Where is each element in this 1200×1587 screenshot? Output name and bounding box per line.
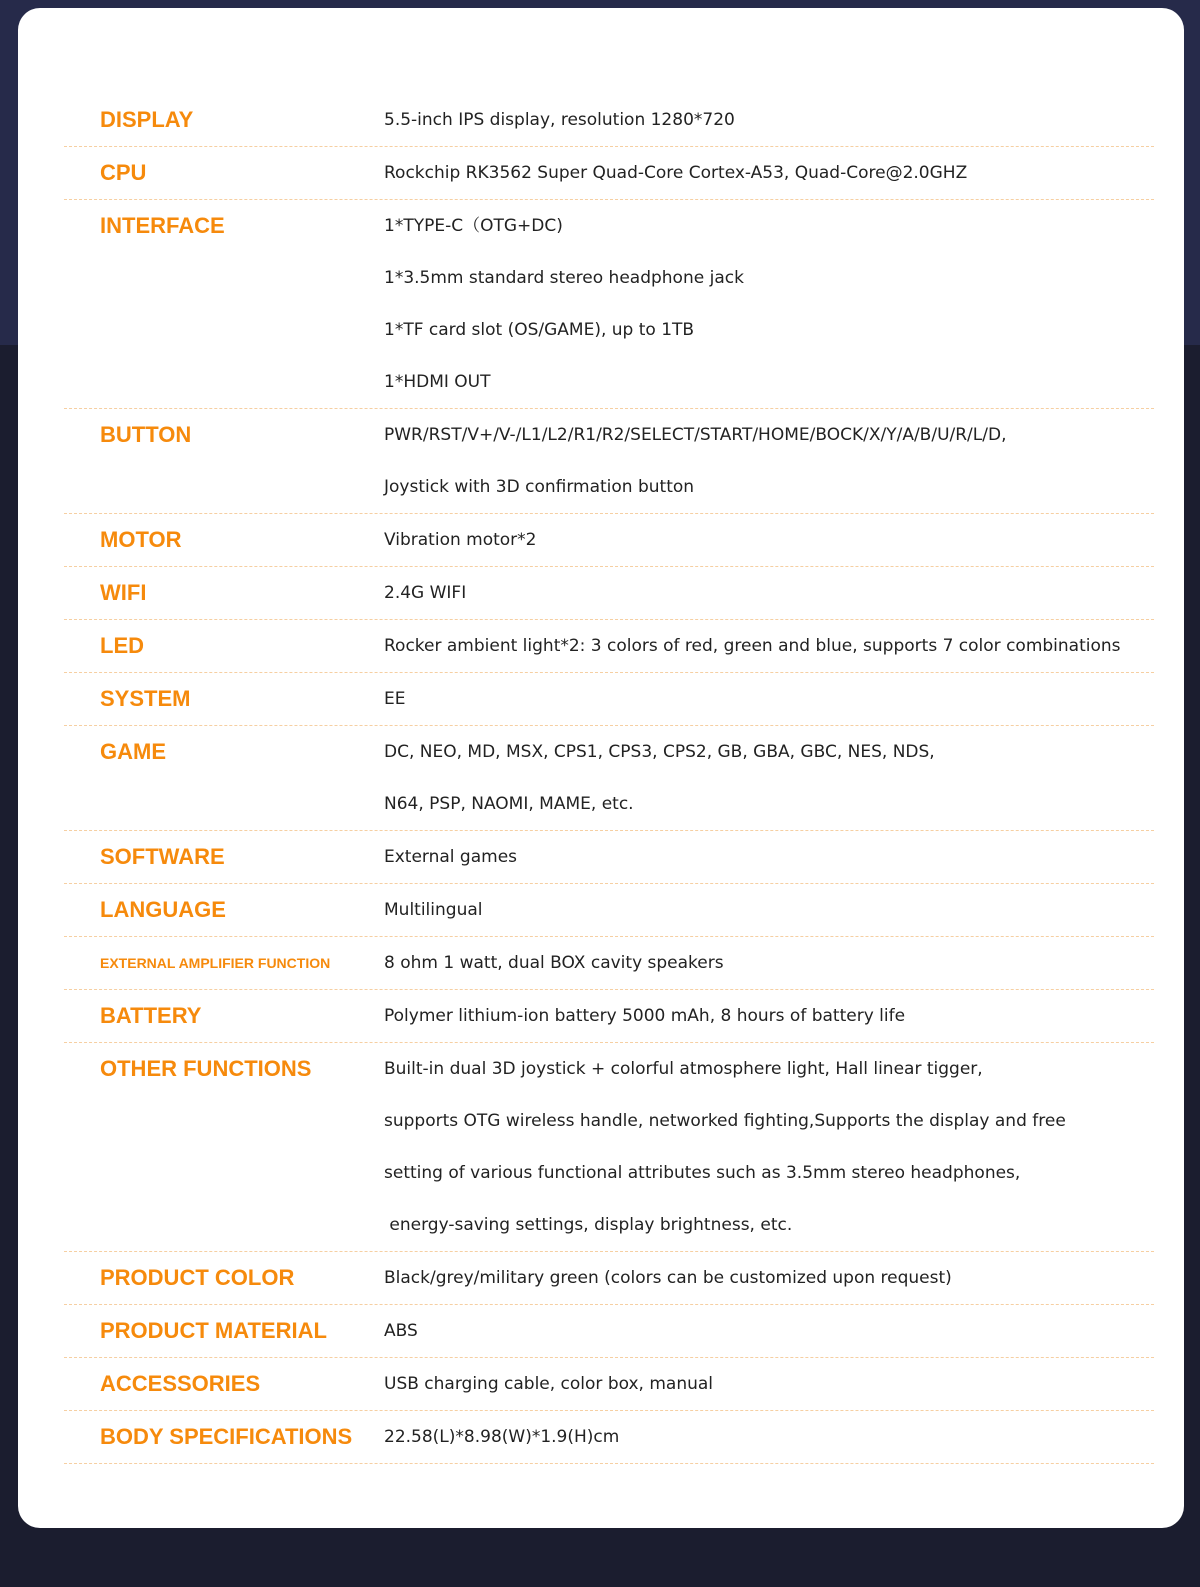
- spec-label: EXTERNAL AMPLIFIER FUNCTION: [100, 955, 331, 971]
- spec-row: [64, 147, 1154, 200]
- spec-value-line: Rockchip RK3562 Super Quad-Core Cortex-A53, Quad-Core@2.0GHZ: [384, 163, 968, 183]
- spec-value-line: Multilingual: [384, 900, 483, 920]
- spec-value-line: Built-in dual 3D joystick + colorful atmosphere light, Hall linear tigger,: [384, 1059, 983, 1079]
- spec-table: [64, 94, 1154, 1464]
- spec-label: BATTERY: [100, 1003, 202, 1028]
- spec-value-line: Black/grey/military green (colors can be customized upon request): [384, 1268, 952, 1288]
- spec-values: [382, 94, 1154, 146]
- spec-row: [64, 884, 1154, 937]
- spec-values: [382, 831, 1154, 883]
- spec-row: [64, 1043, 1154, 1252]
- spec-values: [382, 990, 1154, 1042]
- spec-row: [64, 620, 1154, 673]
- spec-value-line: EE: [384, 689, 406, 709]
- spec-label: GAME: [100, 739, 166, 764]
- spec-value-line: ABS: [384, 1321, 418, 1341]
- spec-value-line: 22.58(L)*8.98(W)*1.9(H)cm: [384, 1427, 620, 1447]
- spec-row: [64, 200, 1154, 409]
- spec-row: [64, 937, 1154, 990]
- spec-row: [64, 726, 1154, 831]
- spec-row: [64, 673, 1154, 726]
- spec-value-line: PWR/RST/V+/V-/L1/L2/R1/R2/SELECT/START/HOME/BOCK/X/Y/A/B/U/R/L/D,: [384, 425, 1007, 445]
- spec-values: [382, 1358, 1154, 1410]
- spec-label: BODY SPECIFICATIONS: [100, 1424, 353, 1449]
- spec-values: [382, 726, 1154, 830]
- spec-label: PRODUCT COLOR: [100, 1265, 295, 1290]
- spec-label: LANGUAGE: [100, 897, 226, 922]
- spec-row: [64, 567, 1154, 620]
- spec-values: [382, 200, 1154, 408]
- spec-value-line: 5.5-inch IPS display, resolution 1280*720: [384, 110, 735, 130]
- spec-label: ACCESSORIES: [100, 1371, 261, 1396]
- spec-label: SOFTWARE: [100, 844, 225, 869]
- spec-value-line: setting of various functional attributes such as 3.5mm stereo headphones,: [384, 1163, 1021, 1183]
- spec-value-line: Vibration motor*2: [384, 530, 537, 550]
- spec-values: [382, 147, 1154, 199]
- spec-value-line: External games: [384, 847, 518, 867]
- spec-value-line: USB charging cable, color box, manual: [384, 1374, 714, 1394]
- spec-row: [64, 1252, 1154, 1305]
- spec-label: WIFI: [100, 580, 147, 605]
- spec-label: SYSTEM: [100, 686, 191, 711]
- spec-label: CPU: [100, 160, 147, 185]
- spec-value-line: 1*TF card slot (OS/GAME), up to 1TB: [384, 320, 695, 340]
- spec-value-line: 2.4G WIFI: [384, 583, 467, 603]
- spec-row: [64, 831, 1154, 884]
- spec-card: [18, 8, 1184, 1528]
- spec-values: [382, 409, 1154, 513]
- spec-value-line: N64, PSP, NAOMI, MAME, etc.: [384, 794, 634, 814]
- spec-values: [382, 567, 1154, 619]
- spec-label: INTERFACE: [100, 213, 225, 238]
- spec-value-line: 8 ohm 1 watt, dual BOX cavity speakers: [384, 953, 724, 973]
- spec-label: PRODUCT MATERIAL: [100, 1318, 327, 1343]
- spec-values: [382, 937, 1154, 989]
- spec-row: [64, 990, 1154, 1043]
- spec-values: [382, 514, 1154, 566]
- spec-values: [382, 1305, 1154, 1357]
- spec-row: [64, 94, 1154, 147]
- spec-value-line: 1*HDMI OUT: [384, 372, 491, 392]
- spec-row: [64, 1358, 1154, 1411]
- spec-value-line: energy-saving settings, display brightness, etc.: [384, 1215, 793, 1235]
- spec-label: OTHER FUNCTIONS: [100, 1056, 312, 1081]
- spec-values: [382, 1411, 1154, 1463]
- spec-row: [64, 1305, 1154, 1358]
- spec-label: MOTOR: [100, 527, 182, 552]
- spec-values: [382, 884, 1154, 936]
- spec-row: [64, 514, 1154, 567]
- spec-label: LED: [100, 633, 144, 658]
- spec-values: [382, 620, 1154, 672]
- spec-row: [64, 1411, 1154, 1464]
- spec-values: [382, 1043, 1154, 1251]
- spec-row: [64, 409, 1154, 514]
- spec-value-line: 1*3.5mm standard stereo headphone jack: [384, 268, 744, 288]
- spec-values: [382, 1252, 1154, 1304]
- spec-value-line: Polymer lithium-ion battery 5000 mAh, 8 hours of battery life: [384, 1006, 906, 1026]
- spec-value-line: Rocker ambient light*2: 3 colors of red, green and blue, supports 7 color combinations: [384, 636, 1121, 656]
- spec-value-line: Joystick with 3D confirmation button: [384, 477, 695, 497]
- spec-values: [382, 673, 1154, 725]
- spec-value-line: DC, NEO, MD, MSX, CPS1, CPS3, CPS2, GB, GBA, GBC, NES, NDS,: [384, 742, 935, 762]
- spec-value-line: supports OTG wireless handle, networked fighting,Supports the display and free: [384, 1111, 1066, 1131]
- spec-value-line: 1*TYPE-C（OTG+DC): [384, 216, 563, 236]
- spec-label: DISPLAY: [100, 107, 194, 132]
- spec-label: BUTTON: [100, 422, 192, 447]
